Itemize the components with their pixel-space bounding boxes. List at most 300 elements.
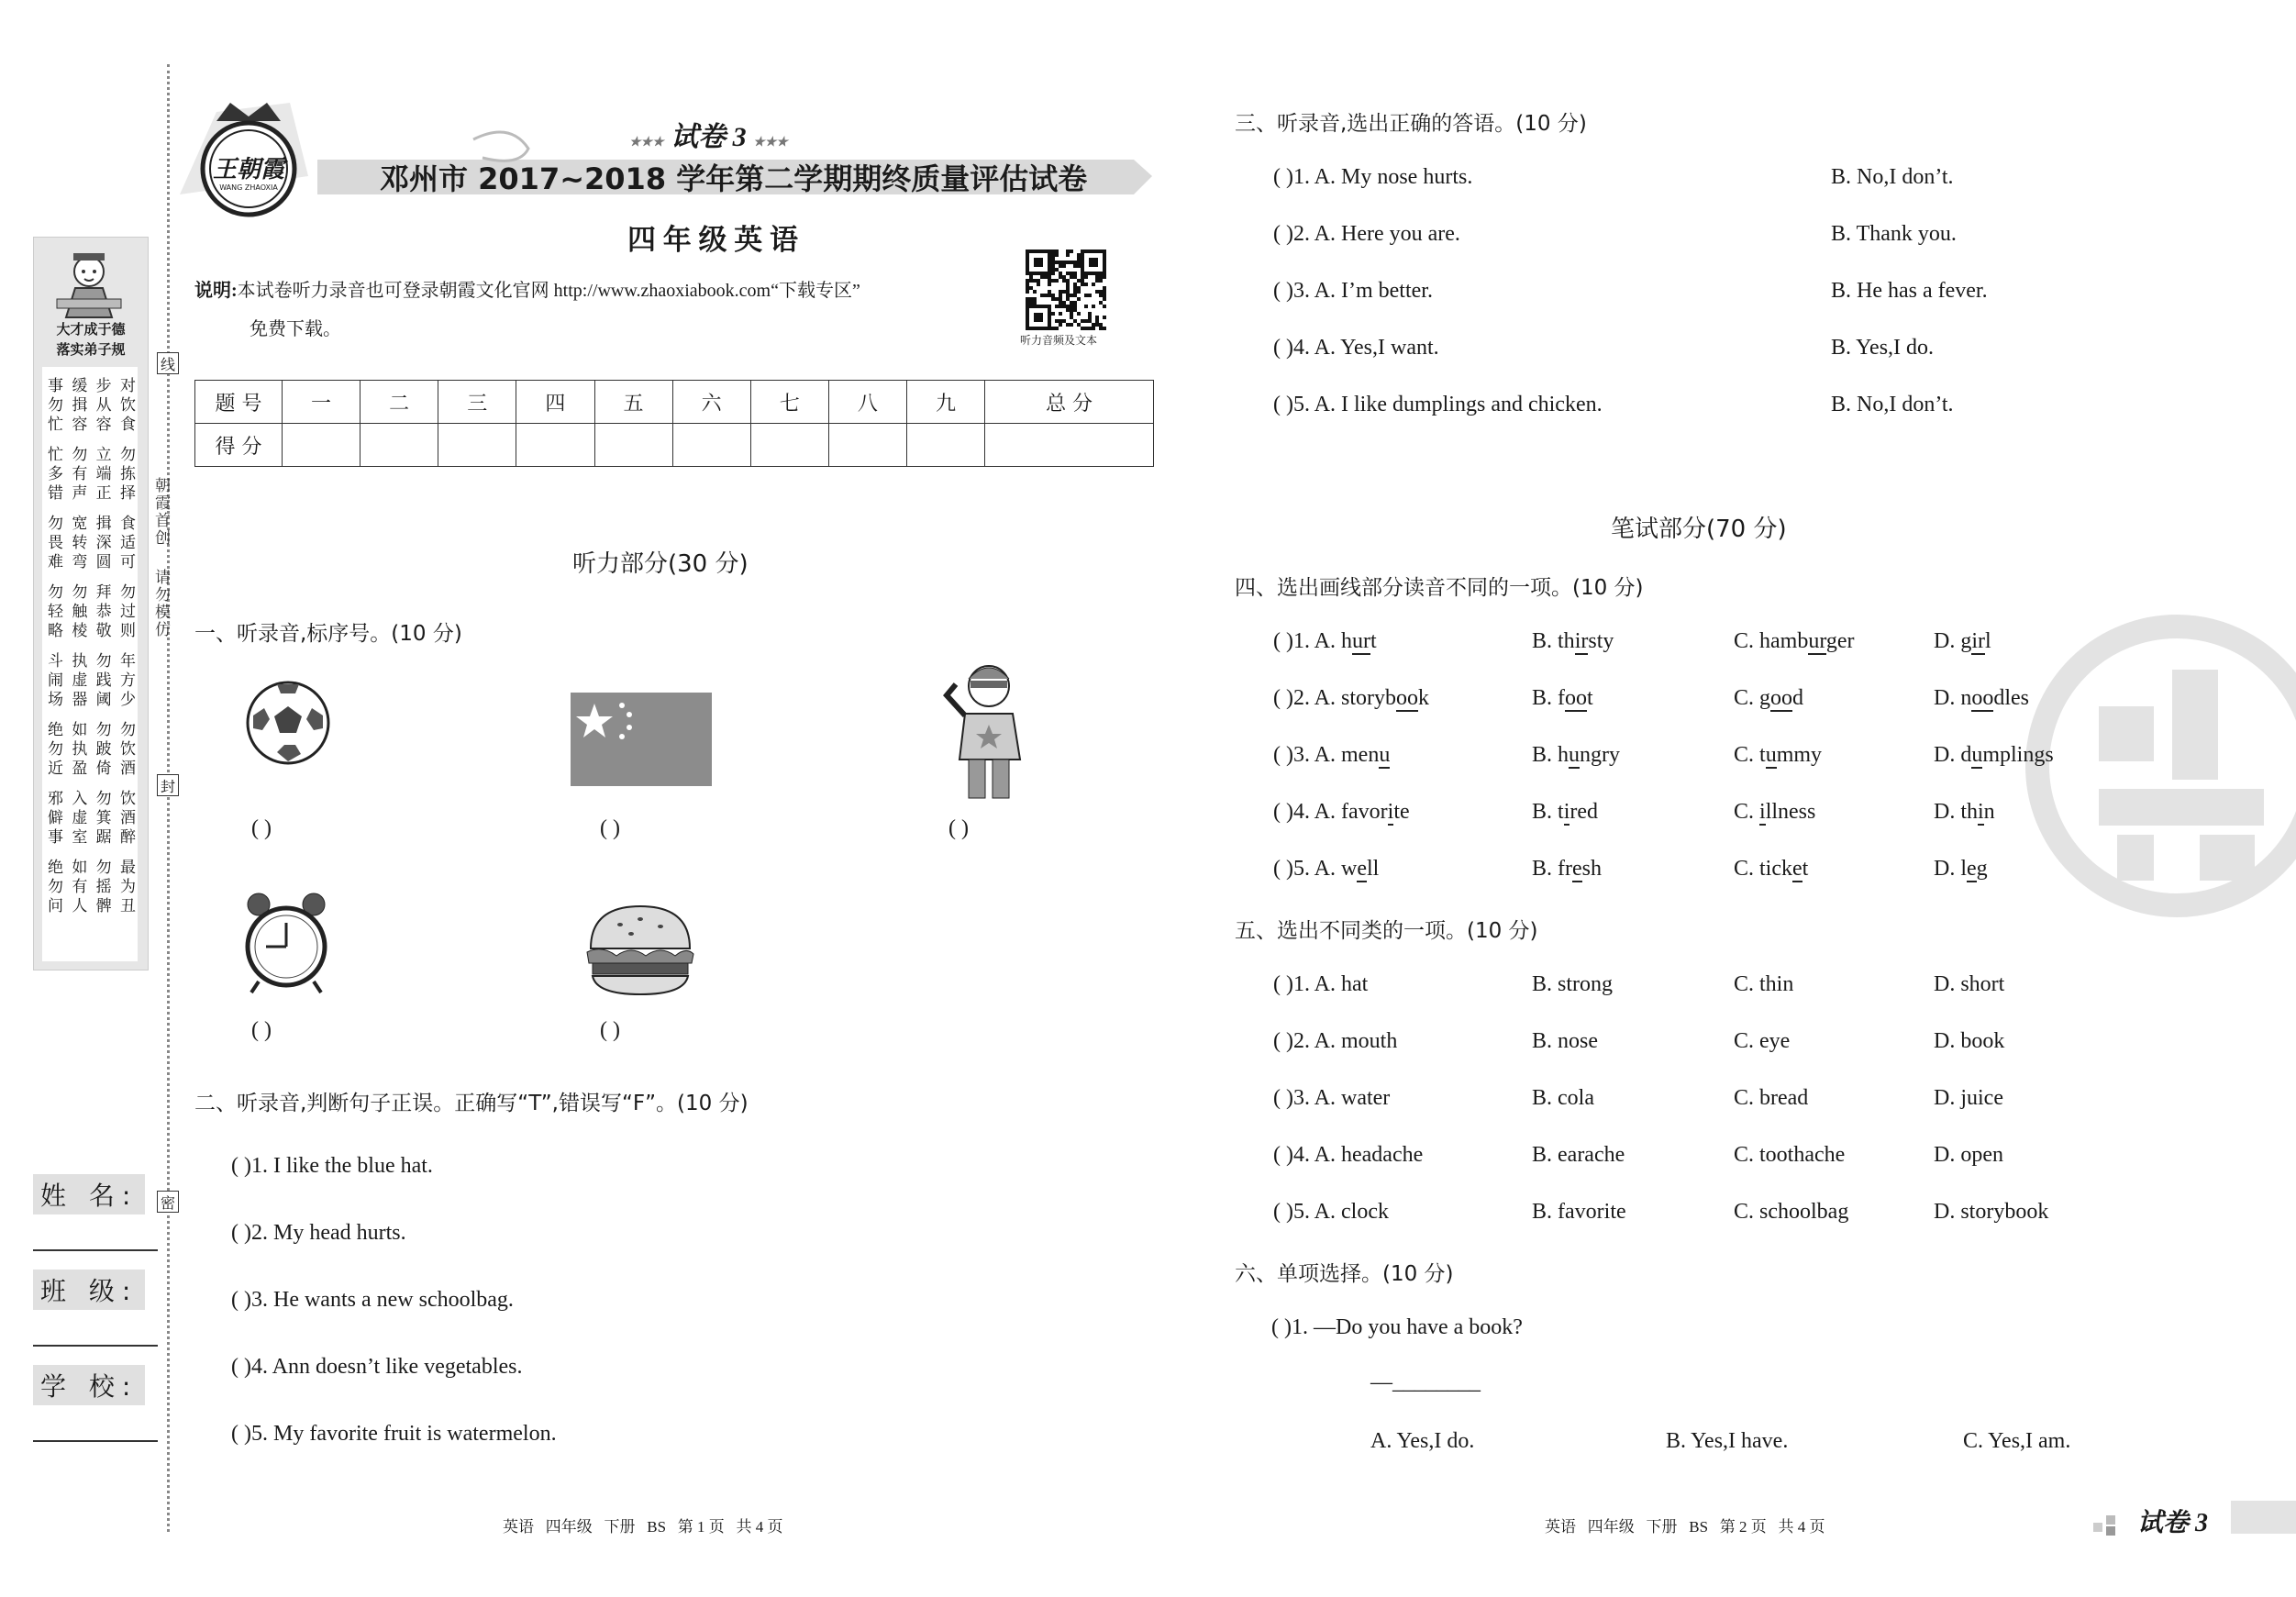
note-text: 本试卷听力录音也可登录朝霞文化官网 http://www.zhaoxiabook.com“下载专区”: [237, 281, 860, 301]
verse-char: 食: [119, 515, 136, 532]
verse-char: 执: [72, 652, 88, 670]
sec4-option: [1934, 686, 2029, 711]
sec4-option: [1273, 800, 1410, 825]
verse-row: [48, 582, 136, 602]
verse-char: 从: [95, 396, 112, 414]
footer-right: 英语 四年级 下册 BS 第 2 页 共 4 页: [1545, 1518, 1825, 1536]
underlined-part: u: [1379, 743, 1391, 767]
verse-char: 事: [48, 828, 63, 846]
verse-row: [48, 827, 136, 847]
cut-mark-line: 线: [157, 352, 179, 374]
underlined-part: i: [1759, 800, 1766, 824]
verse-char: 错: [48, 484, 63, 502]
verse-row: [48, 759, 136, 778]
verse-char: 忙: [48, 416, 63, 433]
sec6-q1-opt-b: B. Yes,I have.: [1666, 1429, 1789, 1453]
cut-line: [167, 64, 170, 1532]
verse-char: 踞: [95, 828, 112, 846]
sec4-option: [1734, 743, 1822, 768]
sec3-item-a: ( )5. A. I like dumplings and chicken.: [1273, 393, 1603, 416]
option-text: C. hamb: [1734, 629, 1809, 653]
verse-char: 室: [72, 828, 88, 846]
school-field[interactable]: [33, 1440, 158, 1442]
verse-row: [48, 621, 136, 640]
score-row2-label: 得 分: [195, 424, 283, 467]
option-text: ( )5. A. w: [1273, 857, 1358, 881]
option-text: k: [1418, 686, 1429, 710]
verse-char: 多: [48, 465, 63, 482]
verse-char: 宽: [72, 515, 88, 532]
verse-row: [48, 877, 136, 896]
sec3-item-a: ( )2. A. Here you are.: [1273, 222, 1460, 246]
cut-mark-seal: 封: [157, 774, 179, 796]
option-text: D. d: [1934, 743, 1972, 767]
hamburger-image: [583, 903, 697, 998]
sec4-option: [1532, 800, 1598, 825]
underlined-part: oo: [1396, 686, 1418, 710]
school-label: 学 校:: [33, 1365, 145, 1405]
qr-caption: 听力音频及文本: [1020, 334, 1098, 347]
sec5-option: ( )5. A. clock: [1273, 1200, 1389, 1224]
option-text: D. l: [1934, 857, 1967, 881]
verse-char: 有: [72, 878, 88, 895]
verse-char: 盈: [72, 760, 88, 777]
sec2-title: 二、听录音,判断句子正误。正确写“T”,错误写“F”。(10 分): [194, 1092, 749, 1115]
sec4-option: [1734, 800, 1815, 825]
verse-char: 恭: [95, 603, 112, 620]
score-cell-10[interactable]: [985, 424, 1154, 467]
sec5-option: ( )3. A. water: [1273, 1086, 1391, 1110]
sec4-option: [1273, 857, 1379, 882]
name-label: 姓 名:: [33, 1174, 145, 1214]
score-header-row: [195, 381, 1154, 424]
verse-row: [48, 739, 136, 759]
option-text: l: [1985, 629, 1991, 653]
underlined-part: i: [1563, 800, 1570, 824]
underlined-part: u: [1765, 743, 1777, 767]
underlined-part: e: [1967, 857, 1977, 881]
option-text: ( )3. A. men: [1273, 743, 1380, 767]
exam-title: 邓州市 2017~2018 学年第二学期期终质量评估试卷: [380, 161, 1088, 196]
verse-char: 容: [95, 416, 112, 433]
option-text: ll: [1366, 857, 1380, 881]
option-text: dles: [1993, 686, 2030, 710]
verse-row: [48, 464, 136, 483]
option-text: B. t: [1532, 800, 1564, 824]
verse-char: 缓: [72, 377, 88, 394]
verse-char: 勿: [119, 721, 136, 738]
sec4-option: [1934, 857, 1988, 882]
option-text: t: [1802, 857, 1809, 881]
strip-verses: [48, 376, 136, 926]
verse-char: 则: [119, 622, 136, 639]
score-cell-9[interactable]: [907, 424, 985, 467]
option-text: B. h: [1532, 743, 1569, 767]
sec4-option: [1734, 686, 1803, 711]
underlined-part: ir: [1574, 629, 1589, 653]
sec4-option: [1532, 629, 1614, 654]
score-cell-8[interactable]: [828, 424, 906, 467]
sec4-option: [1273, 743, 1390, 768]
option-text: n: [1983, 800, 1995, 824]
option-text: red: [1569, 800, 1599, 824]
score-col-4: 四: [516, 381, 594, 424]
footer-tag: 试卷 3: [2137, 1509, 2209, 1537]
note: [194, 275, 860, 302]
soccer-ball-image: [244, 679, 332, 767]
sec3-item-b: B. He has a fever.: [1831, 279, 1988, 303]
score-value-row: [195, 424, 1154, 467]
verse-char: 勿: [48, 396, 63, 414]
written-title: 笔试部分(70 分): [1611, 516, 1787, 543]
stars-right: ★★★: [753, 136, 788, 150]
score-cell-3[interactable]: [438, 424, 516, 467]
verse-char: 棱: [72, 622, 88, 639]
underlined-part: u: [1971, 743, 1983, 767]
china-flag-image: [571, 693, 712, 786]
verse-row: [48, 858, 136, 877]
verse-char: 饮: [119, 740, 136, 758]
score-col-9: 九: [907, 381, 985, 424]
verse-char: 如: [72, 721, 88, 738]
verse-char: 虚: [72, 809, 88, 826]
verse-row: [48, 552, 136, 571]
verse-char: 转: [72, 534, 88, 551]
strip-motto: 大才成于德 落实弟子规: [56, 321, 126, 358]
option-text: ( )4. A. favor: [1273, 800, 1388, 824]
option-text: mplings: [1982, 743, 2054, 767]
underlined-part: ir: [1971, 629, 1986, 653]
sec5-option: ( )1. A. hat: [1273, 972, 1369, 996]
score-row1-label: 题 号: [195, 381, 283, 424]
sec5-option: ( )2. A. mouth: [1273, 1029, 1398, 1053]
underlined-part: oo: [1565, 686, 1587, 710]
note-original: 朝霞首创: [152, 477, 170, 547]
verse-char: 勿: [95, 721, 112, 738]
option-text: D. th: [1934, 800, 1978, 824]
sec5-option: C. bread: [1734, 1086, 1809, 1110]
sec5-option: C. eye: [1734, 1029, 1791, 1053]
option-text: C. tick: [1734, 857, 1792, 881]
verse-char: 忙: [48, 446, 63, 463]
score-cell-4[interactable]: [516, 424, 594, 467]
sec4-title: 四、选出画线部分读音不同的一项。(10 分): [1235, 576, 1644, 600]
underlined-part: u: [1569, 743, 1581, 767]
option-text: mmy: [1776, 743, 1823, 767]
sec1-paren-5[interactable]: ( ): [600, 1018, 620, 1042]
boy-headache-image: [937, 659, 1038, 805]
verse-char: 髀: [95, 897, 112, 915]
verse-row: [48, 395, 136, 415]
sec1-paren-4[interactable]: ( ): [251, 1018, 272, 1042]
verse-char: 问: [48, 897, 63, 915]
sec4-option: [1532, 857, 1602, 882]
sec4-option: [1532, 743, 1620, 768]
paper-number: [629, 114, 788, 154]
verse-char: 有: [72, 465, 88, 482]
verse-char: 圆: [95, 553, 112, 571]
sec3-item-a: ( )1. A. My nose hurts.: [1273, 165, 1473, 189]
verse-char: 勿: [72, 446, 88, 463]
sec3-item-a: ( )4. A. Yes,I want.: [1273, 336, 1439, 360]
sec5-title: 五、选出不同类的一项。(10 分): [1235, 919, 1538, 943]
sec2-item: ( )1. I like the blue hat.: [231, 1154, 433, 1178]
verse-row: [48, 533, 136, 552]
option-text: ( )2. A. storyb: [1273, 686, 1396, 710]
sec5-option: D. juice: [1934, 1086, 2003, 1110]
verse-char: 方: [119, 671, 136, 689]
score-col-2: 二: [360, 381, 438, 424]
exam-subtitle: 四 年 级 英 语: [627, 224, 798, 256]
verse-char: 入: [72, 790, 88, 807]
option-text: t: [1370, 629, 1377, 653]
sec5-option: C. toothache: [1734, 1143, 1846, 1167]
sec4-option: [1934, 743, 2054, 768]
verse-char: 勿: [48, 740, 63, 758]
verse-char: 深: [95, 534, 112, 551]
verse-char: 绝: [48, 859, 63, 876]
verse-char: 场: [48, 691, 63, 708]
underlined-part: ur: [1808, 629, 1826, 653]
verse-char: 勿: [95, 790, 112, 807]
underlined-part: e: [1792, 857, 1802, 881]
underlined-part: oo: [1770, 686, 1793, 710]
verse-char: 正: [95, 484, 112, 502]
sec3-item-a: ( )3. A. I’m better.: [1273, 279, 1433, 303]
sec2-item: ( )2. My head hurts.: [231, 1221, 406, 1245]
verse-char: 饮: [119, 790, 136, 807]
score-col-6: 六: [672, 381, 750, 424]
alarm-clock-image: [238, 892, 334, 996]
verse-char: 阈: [95, 691, 112, 708]
class-field[interactable]: [33, 1345, 158, 1347]
verse-row: [48, 415, 136, 434]
sec5-option: B. favorite: [1532, 1200, 1626, 1224]
sec6-title: 六、单项选择。(10 分): [1235, 1262, 1454, 1286]
verse-char: 揖: [95, 515, 112, 532]
footer-left: 英语 四年级 下册 BS 第 1 页 共 4 页: [503, 1518, 783, 1536]
score-col-1: 一: [283, 381, 360, 424]
verse-char: 箕: [95, 809, 112, 826]
verse-char: 勿: [48, 583, 63, 601]
verse-char: 斗: [48, 652, 63, 670]
note-text-2: 免费下载。: [250, 319, 341, 339]
sec5-option: B. strong: [1532, 972, 1614, 996]
verse-char: 执: [72, 740, 88, 758]
sec4-option: [1734, 857, 1808, 882]
sec5-option: B. earache: [1532, 1143, 1625, 1167]
underlined-part: e: [1357, 857, 1367, 881]
sec4-option: [1532, 686, 1593, 711]
option-text: ger: [1825, 629, 1855, 653]
verse-row: [48, 671, 136, 690]
verse-char: 勿: [119, 446, 136, 463]
option-text: sh: [1581, 857, 1602, 881]
verse-char: 践: [95, 671, 112, 689]
score-cell-5[interactable]: [594, 424, 672, 467]
verse-char: 适: [119, 534, 136, 551]
underlined-part: i: [1387, 800, 1394, 824]
verse-char: 邪: [48, 790, 63, 807]
verse-char: 闹: [48, 671, 63, 689]
sec4-option: [1273, 686, 1429, 711]
sec5-option: D. short: [1934, 972, 2005, 996]
paper-number-text: 试卷 3: [671, 122, 747, 152]
option-text: te: [1393, 800, 1410, 824]
qr-code[interactable]: [1026, 250, 1106, 330]
verse-char: 步: [95, 377, 112, 394]
score-col-5: 五: [594, 381, 672, 424]
option-text: ( )1. A. h: [1273, 629, 1352, 653]
sec1-paren-3[interactable]: ( ): [948, 816, 969, 840]
score-cell-2[interactable]: [360, 424, 438, 467]
verse-char: 为: [119, 878, 136, 895]
verse-char: 勿: [72, 583, 88, 601]
verse-char: 食: [119, 416, 136, 433]
verse-row: [48, 514, 136, 533]
sec4-option: [1273, 629, 1377, 654]
verse-char: 人: [72, 897, 88, 915]
verse-row: [48, 602, 136, 621]
sec1-paren-2[interactable]: ( ): [600, 816, 620, 840]
verse-char: 绝: [48, 721, 63, 738]
sec1-paren-1[interactable]: ( ): [251, 816, 272, 840]
verse-char: 立: [95, 446, 112, 463]
score-col-8: 八: [828, 381, 906, 424]
verse-char: 酒: [119, 809, 136, 826]
sec3-item-b: B. Thank you.: [1831, 222, 1957, 246]
verse-char: 僻: [48, 809, 63, 826]
verse-row: [48, 896, 136, 915]
score-col-3: 三: [438, 381, 516, 424]
verse-char: 择: [119, 484, 136, 502]
sec6-q1-opt-a: A. Yes,I do.: [1370, 1429, 1475, 1453]
option-text: D. n: [1934, 686, 1972, 710]
verse-row: [48, 483, 136, 503]
verse-char: 摇: [95, 878, 112, 895]
note-no-copy: 请勿模仿: [152, 569, 170, 638]
sec2-item: ( )4. Ann doesn’t like vegetables.: [231, 1355, 523, 1379]
verse-row: [48, 376, 136, 395]
verse-char: 丑: [119, 897, 136, 915]
verse-char: 勿: [48, 878, 63, 895]
verse-char: 畏: [48, 534, 63, 551]
option-text: B. f: [1532, 686, 1565, 710]
mascot-figure: [48, 246, 130, 319]
verse-char: 揖: [72, 396, 88, 414]
sec6-q1: ( )1. —Do you have a book?: [1271, 1315, 1523, 1339]
cut-mark-secret: 密: [157, 1191, 179, 1213]
option-text: C. t: [1734, 743, 1766, 767]
sec2-item: ( )3. He wants a new schoolbag.: [231, 1288, 514, 1312]
sec6-q1-blank[interactable]: —________: [1370, 1370, 1481, 1394]
verse-char: 端: [95, 465, 112, 482]
verse-char: 跛: [95, 740, 112, 758]
verse-char: 倚: [95, 760, 112, 777]
verse-char: 略: [48, 622, 63, 639]
verse-char: 事: [48, 377, 63, 394]
sec3-item-b: B. No,I don’t.: [1831, 393, 1954, 416]
verse-char: 勿: [95, 859, 112, 876]
verse-char: 最: [119, 859, 136, 876]
verse-row: [48, 690, 136, 709]
option-text: ngry: [1580, 743, 1621, 767]
watermark-seal: [2016, 605, 2296, 926]
sec5-option: D. storybook: [1934, 1200, 2049, 1224]
listening-title: 听力部分(30 分): [572, 550, 749, 578]
verse-char: 声: [72, 484, 88, 502]
option-text: C. g: [1734, 686, 1771, 710]
verse-row: [48, 808, 136, 827]
sec5-option: C. schoolbag: [1734, 1200, 1849, 1224]
verse-char: 少: [119, 691, 136, 708]
verse-char: 如: [72, 859, 88, 876]
logo-text: 王朝霞: [212, 156, 284, 183]
sec2-item: ( )5. My favorite fruit is watermelon.: [231, 1422, 557, 1446]
score-cell-1[interactable]: [283, 424, 360, 467]
score-cell-7[interactable]: [750, 424, 828, 467]
sec3-item-b: B. Yes,I do.: [1831, 336, 1935, 360]
option-text: C.: [1734, 800, 1760, 824]
verse-char: 勿: [48, 515, 63, 532]
score-col-7: 七: [750, 381, 828, 424]
option-text: llness: [1765, 800, 1816, 824]
verse-row: [48, 720, 136, 739]
logo-subtext: WANG ZHAOXIA: [219, 183, 278, 192]
sec4-option: [1934, 800, 1995, 825]
underlined-part: ur: [1352, 629, 1370, 653]
verse-char: 饮: [119, 396, 136, 414]
verse-char: 拣: [119, 465, 136, 482]
sec5-option: B. nose: [1532, 1029, 1598, 1053]
verse-char: 可: [119, 553, 136, 571]
option-text: g: [1976, 857, 1988, 881]
sec5-option: ( )4. A. headache: [1273, 1143, 1424, 1167]
option-text: D. g: [1934, 629, 1972, 653]
class-label: 班 级:: [33, 1270, 145, 1310]
sec6-q1-opt-c: C. Yes,I am.: [1963, 1429, 2071, 1453]
underlined-part: e: [1572, 857, 1582, 881]
sec5-option: B. cola: [1532, 1086, 1594, 1110]
verse-char: 勿: [119, 583, 136, 601]
sec1-title: 一、听录音,标序号。(10 分): [194, 622, 462, 646]
sec5-option: C. thin: [1734, 972, 1794, 996]
sec5-option: D. open: [1934, 1143, 2003, 1167]
score-cell-6[interactable]: [672, 424, 750, 467]
verse-char: 器: [72, 691, 88, 708]
option-text: B. fr: [1532, 857, 1572, 881]
verse-char: 勿: [95, 652, 112, 670]
verse-char: 拜: [95, 583, 112, 601]
verse-row: [48, 445, 136, 464]
verse-char: 虚: [72, 671, 88, 689]
verse-char: 对: [119, 377, 136, 394]
verse-row: [48, 789, 136, 808]
verse-char: 近: [48, 760, 63, 777]
verse-char: 酒: [119, 760, 136, 777]
option-text: t: [1587, 686, 1593, 710]
stars-left: ★★★: [629, 136, 664, 150]
verse-char: 敬: [95, 622, 112, 639]
verse-char: 弯: [72, 553, 88, 571]
sec3-title: 三、听录音,选出正确的答语。(10 分): [1235, 112, 1587, 136]
name-field[interactable]: [33, 1249, 158, 1251]
verse-char: 触: [72, 603, 88, 620]
underlined-part: i: [1978, 800, 1984, 824]
score-col-10: 总 分: [985, 381, 1154, 424]
sec4-option: [1734, 629, 1855, 654]
verse-char: 醉: [119, 828, 136, 846]
